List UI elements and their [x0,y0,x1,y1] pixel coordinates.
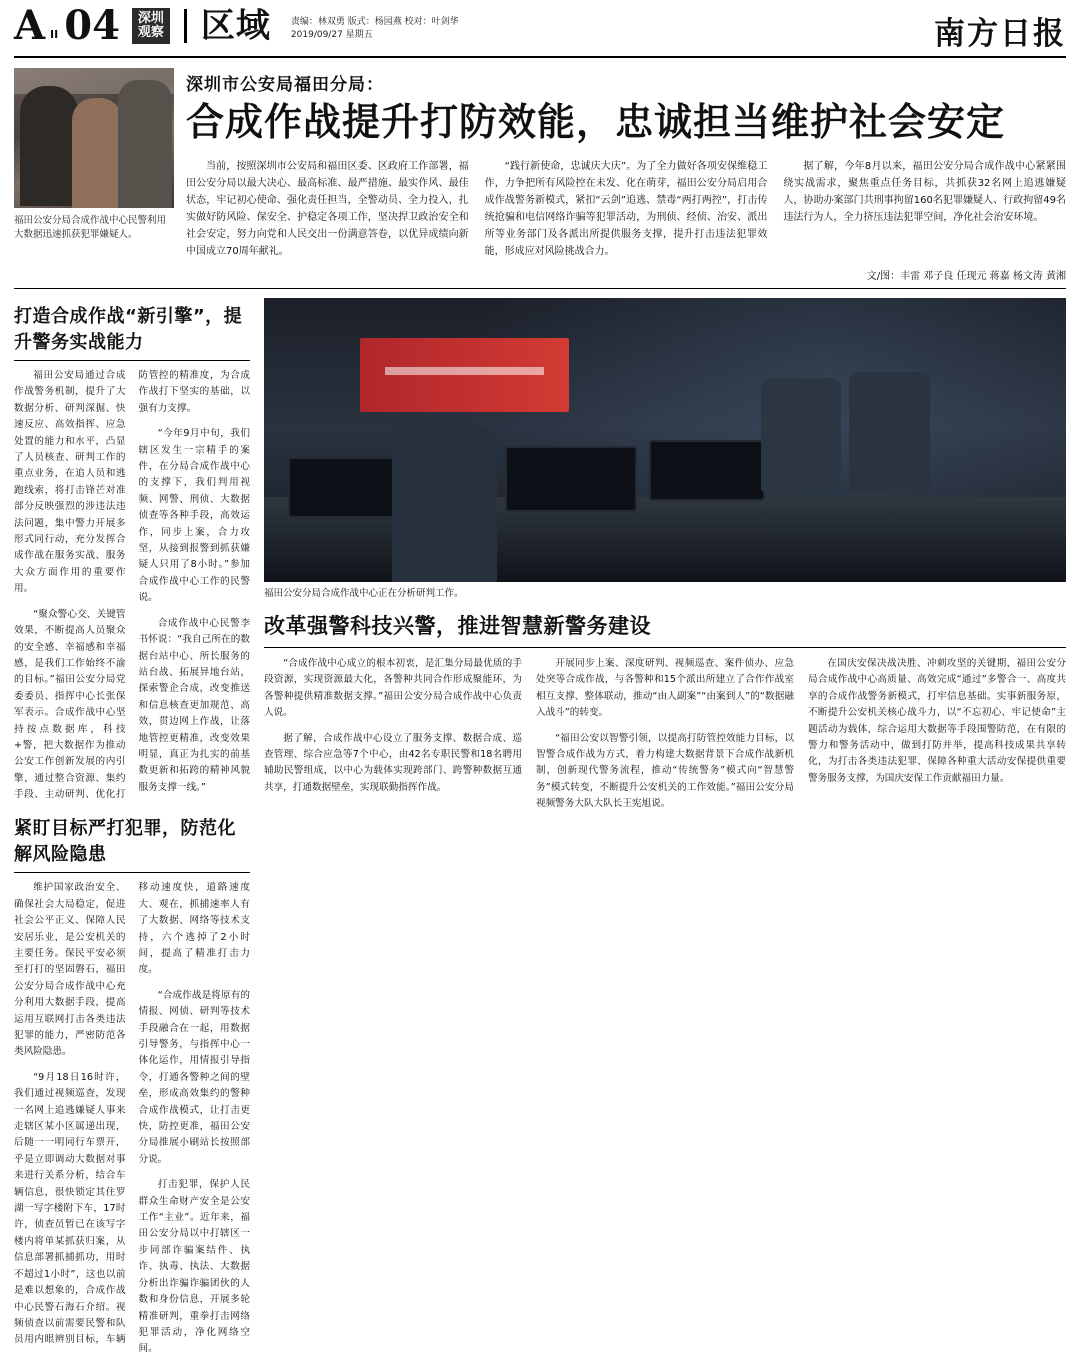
page-title: 合成作战提升打防效能，忠诚担当维护社会安定 [186,100,1006,144]
lead-paragraphs [186,158,1066,260]
page-number: 04 [64,2,120,49]
paragraph: “合成作战中心成立的根本初衷，是汇集分局最优质的手段资源，实现资源最大化，各警种共同合作形成聚能环，为各警种提供精准数据支撑。”福田公安分局合成作战中心负责人说。 [264,658,522,719]
paragraph: 据了解，合成作战中心设立了服务支撑、数据合成、巡查管理、综合应急等7个中心，由42名专职民警和18名聘用辅助民警组成，以中心为载体实现跨部门、跨警种数据互通共享，打通数据壁垒，实现联勤指挥作战。 [264,732,522,793]
section-heading-3: 改革强警科技兴警，推进智慧新警务建设 [264,610,1066,648]
section-rule [14,288,1066,289]
lead-para-2: “践行新使命，忠诚庆大庆”。为了全力做好各项安保维稳工作，力争把所有风险控在未发、化在萌芽，福田公安分局启用合成作战警务新模式，紧扣“云剑”追逃、禁毒“两打两控”，打击传统抢骗和电信网络诈骗等犯罪活动，为刑侦、经侦、治安、派出所等业务部门及各派出所提供服务支撑，提升打击违法犯罪效能，形成应对风险挑战合力。 [484,160,768,257]
headline-kicker: 深圳市公安局福田分局： [186,75,384,95]
section-region: 区域 [200,6,271,46]
byline: 文/图：丰雷 邓子良 任现元 蒋嘉 杨文涛 黄湘 [866,270,1066,282]
right-column [264,298,1066,1358]
section-3-body [264,656,1066,813]
lead-photo-caption: 福田公安分局合成作战中心民警利用大数据迅速抓获犯罪嫌疑人。 [14,215,167,240]
paragraph: “今年9月中旬，我们辖区发生一宗精手的案件，在分局合成作战中心的支撑下，我们判用视频、网警、刑侦、大数据侦查等各种手段，高效运作，同步上案，合力攻坚，从接到报警到抓获嫌疑人只用了8小时。”参加合成作战中心工作的民警说。 [138,428,250,604]
masthead-divider [184,9,187,43]
section-sub: II [50,28,59,41]
paragraph: “聚众警心交、关键管效果，不断提高人员聚众的安全感、幸福感和幸福感，是我们工作始终不渝的目标。”福田公安分局党委委员、指挥中心长张保军表示。合成作战中心坚持按点数据库，科技+警，把大数据作为推动公安工作创新发展的内引擎，通过整合资源、集约手段、主动研判、优化打防管控的精准度，为合成作战打下坚实的基础，以强有力支撑。 [14,370,250,801]
headline-block [186,68,1066,280]
section-1-body [14,368,250,804]
paragraph: “合成作战是将原有的情报、网侦、研判等技术手段融合在一起，用数据引导警务，与指挥中心一体化运作，用情报引导指令，打通各警种之间的壁垒，形成高效集约的警种合成作战模式，让打击更快，防控更准，福田公安分局推展小刷站长按照部分说。 [138,989,250,1165]
paragraph: 在国庆安保决战决胜、冲刺攻坚的关键期，福田公安分局合成作战中心高质量、高效完成“通过”多警合一、高度共享的合成作战警务新模式，打牢信息基础。实事新服务原，不断提升公安机关核心战斗力，以“不忘初心、牢记使命”主题活动为载体，综合运用大数据等手段围警防范，在有限的警力和警务活动中，做到打防并举，提高科技成果共享转化，为打击各类违法犯罪、保障各种重大活动安保提供重要警务服务支撑，为国庆安保工作贡献福田力量。 [808,658,1066,784]
lead-para-3: 据了解，今年8月以来，福田公安分局合成作战中心紧紧围绕实战需求，聚焦重点任务目标，共抓获32名网上追逃嫌疑人，协助办案部门共刑事拘留160名犯罪嫌疑人、行政拘留49名违法行为人，全力挤压违法犯罪空间，净化社会治安环境。 [783,160,1067,223]
section-heading-1: 打造合成作战“新引擎”，提升警务实战能力 [14,302,250,361]
credits-line-1: 责编：林双勇 版式：杨园燕 校对：叶剑华 [290,17,459,27]
section-heading-2: 紧盯目标严打犯罪，防范化解风险隐患 [14,814,250,873]
paragraph: 打击犯罪，保护人民群众生命财产安全是公安工作“主业”。近年来，福田公安分局以中打辖区一步同部诈骗案结件、执诈、执毒、执法、大数据分析出诈骗诈骗团伙的人数和身份信息，开展多轮精准研判，重拳打击网络犯罪活动，净化网络空间。 [138,1179,250,1355]
paragraph: 维护国家政治安全、确保社会大局稳定，促进社会公平正义、保障人民安居乐业，是公安机关的主要任务。保民平安必须至打打的坚固磐石，福田公安分局合成作战中心充分利用大数据手段，提高运用互联网打击各类违法犯罪的能力，严密防范各类风险隐患。 [14,882,126,1058]
operations-center-photo-caption: 福田公安分局合成作战中心正在分析研判工作。 [264,588,464,599]
paper-name: 南方日报 [934,16,1066,52]
masthead-credits [291,10,459,42]
wall-screen [360,338,569,412]
section-letter: A [14,2,45,49]
body-columns [14,298,1066,1358]
section-2-body [14,880,250,1357]
lead-photo-block [14,68,174,280]
masthead-left [14,2,459,49]
paragraph: “9月18日16时许，我们通过视频巡查，发现一名网上追逃嫌疑人事来走辖区某小区属递出现，后随一一明同行车票开，乎是立即调动大数据对事来进行关系分析，结合车辆信息，很快锁定其住罗湖一写字楼附下车，17时许，侦查员暂已在该写字楼内将单某抓获归案，从信息部署抓捕抓功，用时不超过1小时”，这也以前是难以想象的，合成作战中心民警石海石介绍。视频侦查以前需要民警和队员用内眼辨别目标，车辆移动速度快，道路速度大、观在，抓捕速率人有了大数据、网络等技术支持，六个逃掉了2小时间，提高了精准打击力度。 [14,882,250,1346]
paragraph: “福田公安以智警引领，以提高打防管控效能力目标，以智警合成作战为方式，着力构建大数据背景下合成作战新机制，创新现代警务流程，推动“传统警务”模式向“智慧警务”模式转变，不断提升公安机关的工作效能。”福田公安分局视频警务大队大队长王宪旭说。 [536,732,794,810]
badge-line-1: 深圳 [137,11,164,26]
paragraph: 福田公安局通过合成作战警务机制，提升了大数据分析、研判深掘、快速反应、高效指挥、应急处置的能力和水平，凸显了人员核查、研判工作的重点业务，在追人员和逃跑线索，将打击锋芒对准部分反映强烈的涉违法违法问题，集中警力开展多形式同行动，充分发挥合成作战在服务实战、服务大众方面作用的重要作用。 [14,370,126,595]
operations-center-photo [264,298,1066,582]
masthead [14,2,1066,58]
left-column [14,298,250,1358]
badge-line-2: 观察 [137,25,164,40]
lead-para-1: 当前，按照深圳市公安局和福田区委、区政府工作部署，福田公安分局以最大决心、最高标准、最严措施、最实作风、最佳状态，牢记初心使命、强化责任担当，全警动员、全力投入，扎实做好防风险、保安全、护稳定各项工作，坚决捍卫政治安全和社会安定，努力向党和人民交出一份满意答卷，以优异成绩向新中国成立70周年献礼。 [186,160,469,257]
lead-photo [14,68,174,208]
section-badge [132,8,170,44]
top-block [14,68,1066,280]
credits-line-2: 2019/09/27 星期五 [290,30,373,40]
paragraph: 合成作战中心民警李书怀说：“我自己所在的数据台站中心、所长服务的站台战、拓展异地台站，探索警企合成，改变推送和信息核查更加规范、高效，贯边网上作战，让落地管控更精准，改变效果明显，真正为扎实的前基数更新和拓跨的精神风貌服务支撑一线。” [138,617,250,793]
paragraph: 开展同步上案、深度研判、视频巡查、案件侦办、应急处突等合成作战，与各警种和15个派出所建立了合作作战室相互支撑、整体联动，推动“由人副案”“由案到人”的“数据融入战斗”的转变。 [536,658,794,719]
